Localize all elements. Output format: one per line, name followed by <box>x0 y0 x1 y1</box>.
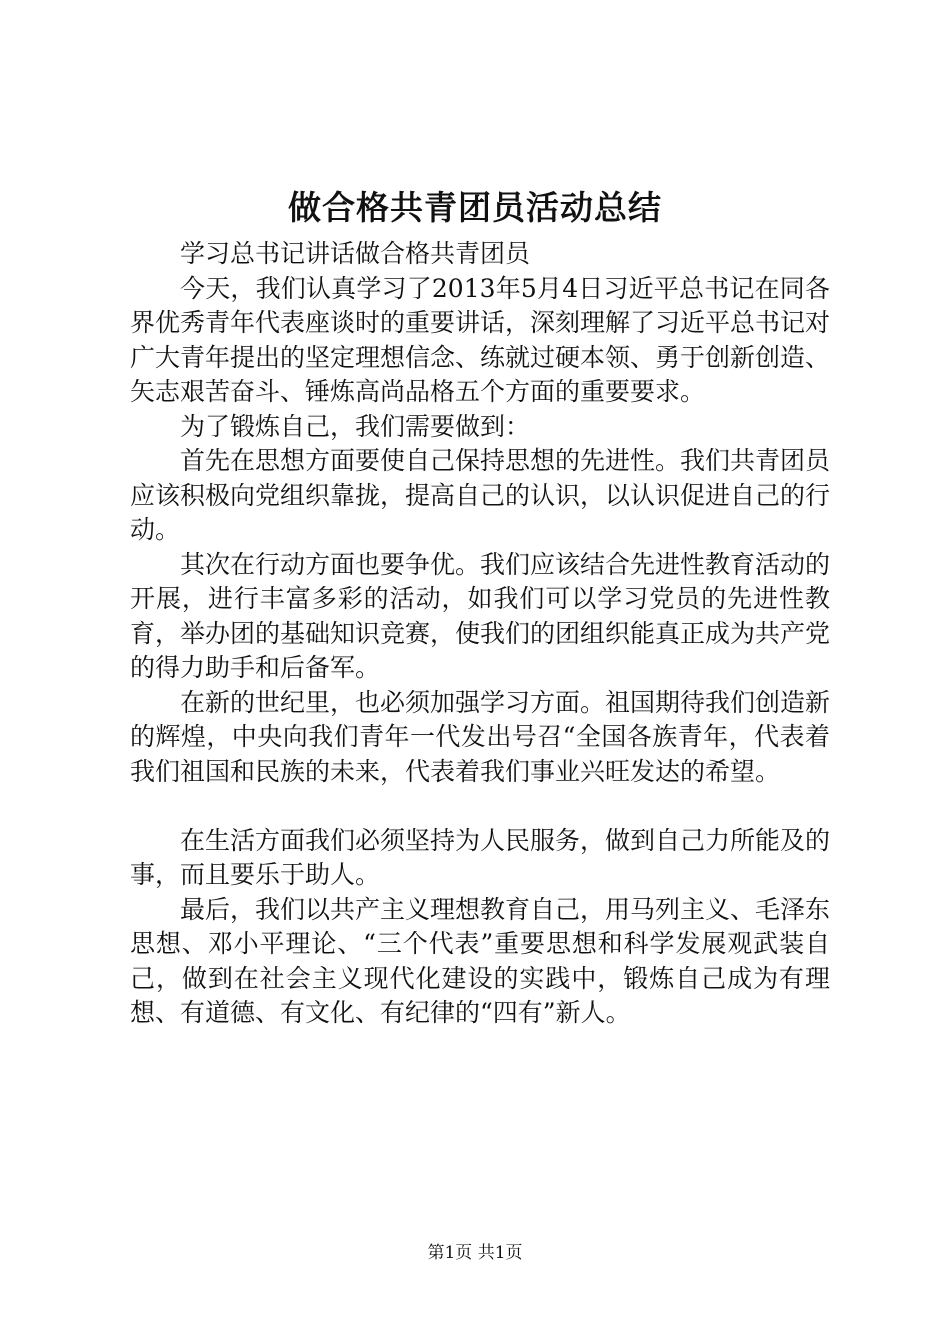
body-paragraph: 为了锻炼自己，我们需要做到： <box>180 411 531 441</box>
document-title: 做合格共青团员活动总结 <box>288 188 662 227</box>
body-paragraph: 今天，我们认真学习了2013年5月4日习近平总书记在同各界优秀青年代表座谈时的重要讲话，深刻理解了习近平总书记对广大青年提出的坚定理想信念、练就过硬本领、勇于创新创造、矢志艰苦奋斗、锤炼高尚品格五个方面的重要要求。 <box>130 273 831 406</box>
body-paragraph: 最后，我们以共产主义理想教育自己，用马列主义、毛泽东思想、邓小平理论、“三个代表”重要思想和科学发展观武装自己，做到在社会主义现代化建设的实践中，锻炼自己成为有理想、有道德、有文化、有纪律的“四有”新人。 <box>130 894 831 1027</box>
page-footer: 第1页 共1页 <box>427 1243 523 1263</box>
blank-line <box>130 789 830 824</box>
body-paragraph: 其次在行动方面也要争优。我们应该结合先进性教育活动的开展，进行丰富多彩的活动，如我们可以学习党员的先进性教育，举办团的基础知识竞赛，使我们的团组织能真正成为共产党的得力助手和后备军。 <box>130 549 831 682</box>
body-paragraph: 在新的世纪里，也必须加强学习方面。祖国期待我们创造新的辉煌，中央向我们青年一代发出号召“全国各族青年，代表着我们祖国和民族的未来，代表着我们事业兴旺发达的希望。 <box>130 687 831 786</box>
subtitle-paragraph: 学习总书记讲话做合格共青团员 <box>180 239 531 268</box>
body-paragraph: 在生活方面我们必须坚持为人民服务，做到自己力所能及的事，而且要乐于助人。 <box>130 825 831 889</box>
document-body <box>130 237 830 1031</box>
body-paragraph: 首先在思想方面要使自己保持思想的先进性。我们共青团员应该积极向党组织靠拢，提高自己的认识，以认识促进自己的行动。 <box>130 446 831 544</box>
